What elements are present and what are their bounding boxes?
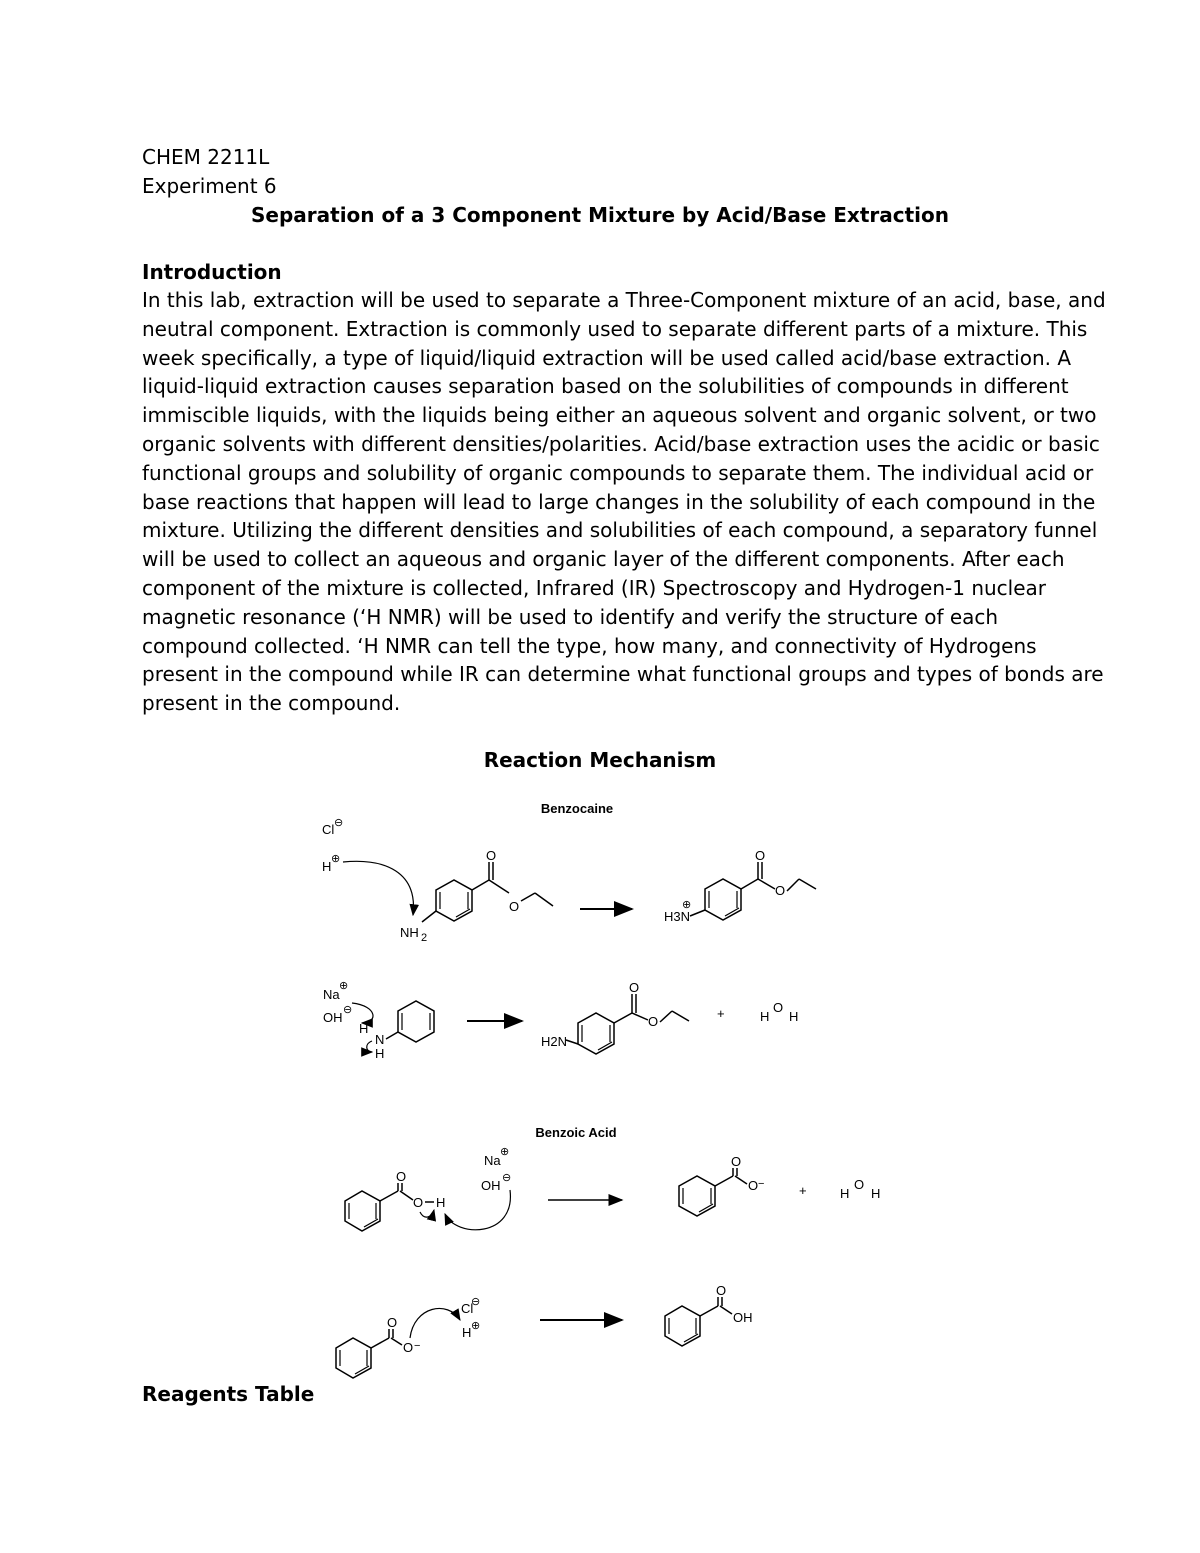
product2-carbonyl-oxygen: O (629, 980, 640, 995)
introduction-line: In this lab, extraction will be used to separate a Three-Component mixture of an acid, base, and (142, 288, 1106, 312)
introduction-line: base reactions that happen will lead to large changes in the solubility of each compound in the (142, 489, 1096, 514)
product-carbonyl-oxygen: O (755, 848, 766, 863)
sodium-charge-2: ⊕ (500, 1146, 510, 1158)
deprotonation-arrow (352, 1003, 373, 1023)
experiment-number: Experiment 6 (142, 174, 277, 198)
course-code: CHEM 2211L (142, 145, 270, 169)
hydroxide-charge-2: ⊖ (502, 1172, 512, 1184)
benzocaine-molecule (422, 862, 553, 922)
product2-amine-label: H2N (541, 1034, 568, 1049)
benzocaine-caption: Benzocaine (540, 801, 614, 816)
reactant4-carbonyl-oxygen: O (387, 1315, 398, 1330)
acid-carbonyl-oxygen: O (396, 1169, 407, 1184)
introduction-line: neutral component. Extraction is commonly used to separate different parts of a mixture. This (142, 316, 1088, 341)
introduction-line: compound collected. ‘H NMR can tell the type, how many, and connectivity of Hydrogens (142, 633, 1037, 658)
amine-label: NH (400, 925, 419, 940)
introduction-line: will be used to collect an aqueous and organic layer of the different components. After each (142, 547, 1065, 572)
chloride-charge: ⊖ (334, 817, 344, 829)
reagents-table-heading: Reagents Table (142, 1382, 315, 1406)
hydroxide-label-1: OH (323, 1010, 343, 1025)
product2-ester-oxygen: O (648, 1014, 659, 1029)
benzoate-carbonyl-oxygen: O (731, 1154, 742, 1169)
introduction-line: organic solvents with different densities/polarities. Acid/base extraction uses the acidic or basic (142, 431, 1100, 456)
proton-transfer-arrow (343, 861, 414, 915)
benzoic-acid-caption: Benzoic Acid (535, 1125, 617, 1140)
proton-label: H (322, 859, 332, 874)
water2-h-left: H (840, 1186, 850, 1201)
sodium-label-1: Na (323, 987, 340, 1002)
ring-fragment (386, 1001, 434, 1042)
hydroxide-charge-1: ⊖ (343, 1004, 353, 1016)
introduction-heading: Introduction (142, 260, 282, 284)
water1-oxygen: O (773, 1000, 784, 1015)
introduction-line: component of the mixture is collected, Infrared (IR) Spectroscopy and Hydrogen-1 nuclear (142, 575, 1047, 600)
ammonium-charge: ⊕ (682, 899, 692, 911)
product4-carbonyl-oxygen: O (716, 1283, 727, 1298)
water2-h-right: H (871, 1186, 881, 1201)
benzoic-acid-product-molecule (665, 1297, 732, 1346)
water1-h-left: H (760, 1009, 770, 1024)
benzocaine-product-molecule (566, 994, 689, 1054)
sodium-label-2: Na (484, 1153, 501, 1168)
benzoate-molecule (679, 1168, 747, 1216)
benzoate-reactant-molecule (336, 1329, 402, 1378)
acid-hydroxyl-oxygen: O (413, 1195, 424, 1210)
electron-pair-arrow (367, 1041, 372, 1052)
chloride-label: Cl (322, 822, 335, 837)
product4-hydroxyl-label: OH (733, 1310, 753, 1325)
oh-bond-arrow (420, 1210, 434, 1217)
introduction-line: liquid-liquid extraction causes separation based on the solubilities of compounds in different (142, 374, 1069, 399)
introduction-line: present in the compound. (142, 691, 401, 716)
ammonium-h-label: H (359, 1021, 369, 1036)
nitrogen-label: N (375, 1032, 385, 1047)
ester-oxygen-label: O (509, 899, 520, 914)
mechanism-heading: Reaction Mechanism (483, 748, 717, 772)
plus-sign-2: + (799, 1183, 807, 1198)
benzoate-charge: − (758, 1178, 765, 1190)
document-title: Separation of a 3 Component Mixture by Acid/Base Extraction (251, 203, 949, 227)
amine-subscript: 2 (421, 932, 428, 944)
introduction-line: mixture. Utilizing the different densities and solubilities of each compound, a separatory funnel (142, 518, 1098, 543)
proton-label-2: H (462, 1325, 472, 1340)
acid-hydrogen: H (436, 1195, 446, 1210)
water1-h-right: H (789, 1009, 799, 1024)
benzocaine-ammonium-molecule (690, 862, 816, 920)
introduction-line: immiscible liquids, with the liquids being either an aqueous solvent and organic solvent, or two (142, 403, 1097, 428)
ammonium-label: H3N (664, 909, 691, 924)
plus-sign-1: + (717, 1006, 725, 1021)
product-ester-oxygen: O (775, 883, 786, 898)
introduction-line: functional groups and solubility of organic compounds to separate them. The individual acid or (142, 460, 1094, 485)
chloride-charge-2: ⊖ (471, 1296, 481, 1308)
nitrogen-h-label: H (375, 1046, 385, 1061)
proton-charge: ⊕ (331, 853, 341, 865)
introduction-line: week specifically, a type of liquid/liquid extraction will be used called acid/base extraction. A (142, 345, 1072, 370)
hydroxide-label-2: OH (481, 1178, 501, 1193)
carbonyl-oxygen-label: O (486, 848, 497, 863)
benzoate-oxygen: O (748, 1178, 759, 1193)
reactant4-oxygen: O (403, 1340, 414, 1355)
water2-oxygen: O (854, 1177, 865, 1192)
reactant4-charge: − (414, 1340, 421, 1352)
protonation-arrow (410, 1308, 460, 1338)
proton-charge-2: ⊕ (471, 1320, 481, 1332)
chloride-label-2: Cl (461, 1301, 474, 1316)
introduction-line: magnetic resonance (‘H NMR) will be used to identify and verify the structure of each (142, 604, 999, 629)
introduction-line: present in the compound while IR can determine what functional groups and types of bonds are (142, 662, 1104, 687)
sodium-charge-1: ⊕ (339, 980, 349, 992)
hydroxide-attack-arrow (445, 1190, 510, 1230)
